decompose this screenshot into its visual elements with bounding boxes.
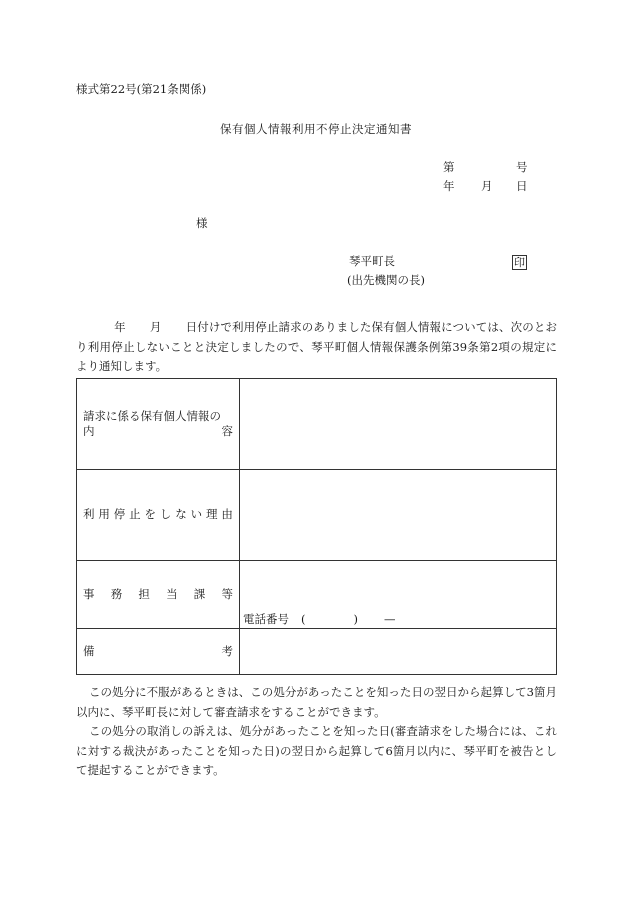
- note-lawsuit: この処分の取消しの訴えは、処分があったことを知った日(審査請求をした場合には、これに対する裁決があったことを知った日)の翌日から起算して6箇月以内に、琴平町を被告として提起することができます。: [76, 724, 557, 777]
- phone-close-paren: ): [353, 611, 358, 626]
- label-char: 課: [193, 586, 206, 601]
- date-month-label: 月: [481, 179, 493, 193]
- date-year-label: 年: [443, 179, 455, 193]
- label-char: い: [190, 507, 203, 522]
- label-char: 担: [138, 586, 150, 601]
- phone-label: 電話番号: [243, 611, 289, 626]
- addressee-honorific: 様: [196, 216, 208, 230]
- table-row-department: [77, 561, 557, 629]
- doc-number-prefix: 第: [443, 160, 455, 174]
- intro-paragraph: [76, 318, 557, 377]
- row-label-remarks: 備 考: [77, 629, 240, 675]
- row-label-content: 請求に係る保有個人情報の 内 容: [77, 379, 240, 470]
- label-char: し: [159, 507, 172, 522]
- row-label-department: [77, 561, 240, 629]
- label-char: 当: [166, 586, 178, 601]
- label-char: 事: [83, 586, 95, 601]
- table-row-reason: [77, 470, 557, 561]
- intro-year-label: 年: [114, 320, 126, 334]
- doc-number-suffix: 号: [516, 160, 528, 174]
- issuer-alt: (出先機関の長): [347, 273, 425, 287]
- label-char: 用: [98, 507, 110, 522]
- issuer-title: 琴平町長: [349, 254, 395, 268]
- notes-section: [76, 683, 557, 781]
- label-char: 止: [129, 507, 141, 522]
- label-char: 等: [221, 586, 233, 601]
- date-day-label: 日: [516, 179, 528, 193]
- row-label-reason: [77, 470, 240, 561]
- document-title: 保有個人情報利用不停止決定通知書: [220, 122, 412, 136]
- phone-dash: —: [384, 611, 396, 626]
- form-number: 様式第22号(第21条関係): [76, 82, 207, 96]
- label-char: を: [144, 507, 156, 522]
- seal-mark: 印: [514, 256, 525, 269]
- phone-open-paren: (: [301, 611, 306, 626]
- label-char: 停: [113, 507, 126, 522]
- intro-month-label: 月: [149, 320, 162, 334]
- decision-table: [76, 378, 557, 675]
- row-value-remarks[interactable]: [240, 629, 557, 675]
- intro-body: 日付けで利用停止請求のありました保有個人情報については、次のとおり利用停止しないことと決定しましたので、琴平町個人情報保護条例第39条第2項の規定により通知します。: [76, 320, 557, 373]
- note-appeal: この処分に不服があるときは、この処分があったことを知った日の翌日から起算して3箇月以内に、琴平町長に対して審査請求をすることができます。: [76, 685, 557, 719]
- table-row-remarks: [77, 629, 557, 675]
- label-char: 務: [110, 586, 123, 601]
- row-value-content[interactable]: [240, 379, 557, 470]
- label-char: 由: [221, 507, 233, 522]
- table-row-content: [77, 379, 557, 470]
- label-char: 理: [206, 507, 218, 522]
- row-value-department[interactable]: [240, 561, 557, 629]
- row-value-reason[interactable]: [240, 470, 557, 561]
- label-char: 利: [83, 507, 95, 522]
- label-char: な: [175, 507, 187, 522]
